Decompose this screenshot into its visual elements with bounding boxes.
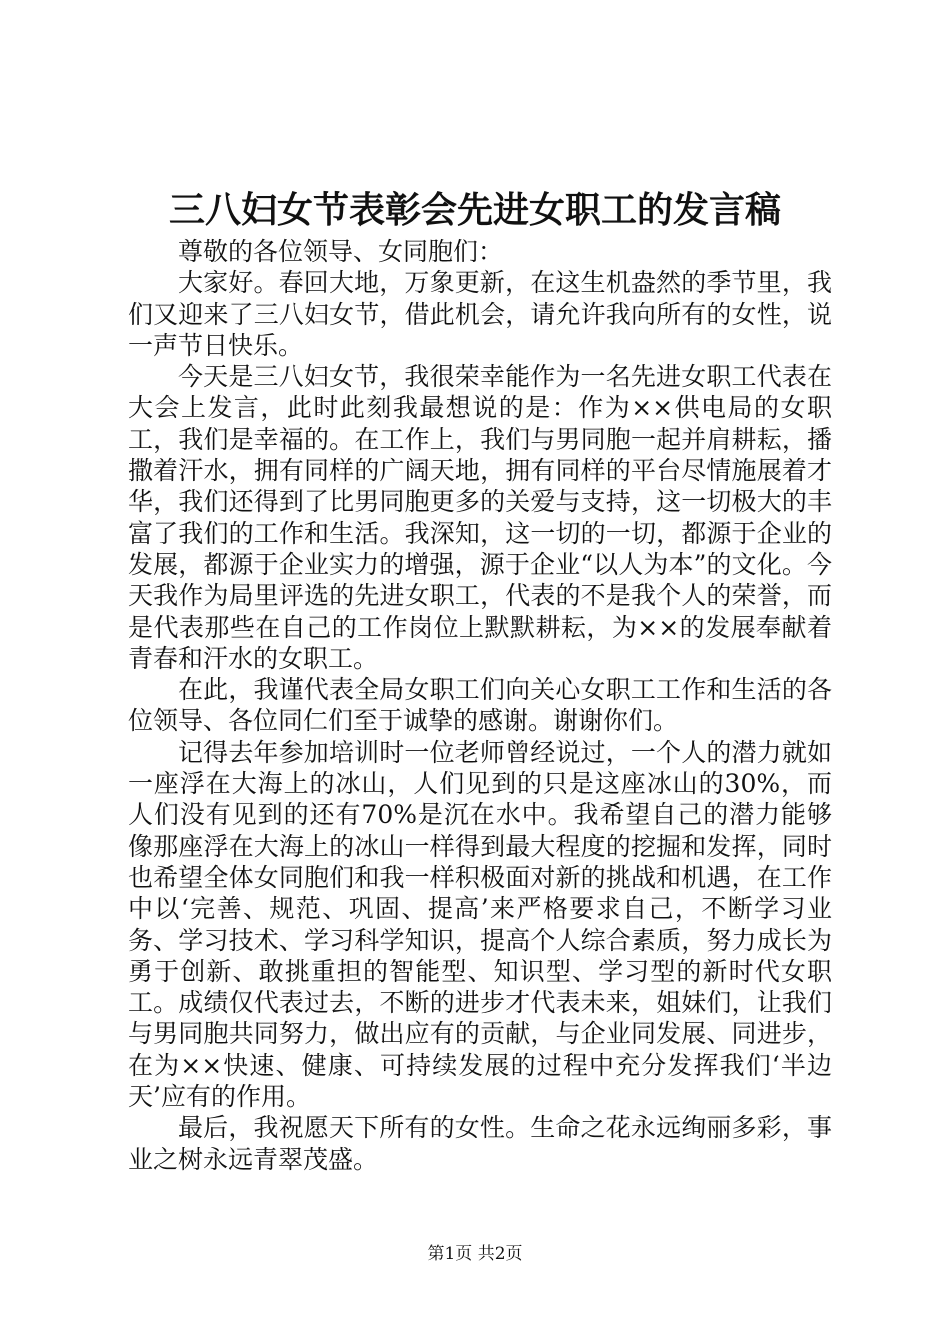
- document-title: 三八妇女节表彰会先进女职工的发言稿: [168, 189, 781, 231]
- page-footer: 第1页 共2页: [427, 1244, 523, 1264]
- greeting-paragraph: 大家好。春回大地，万象更新，在这生机盎然的季节里，我们又迎来了三八妇女节，借此机会，请允许我向所有的女性，说一声节日快乐。: [128, 268, 832, 360]
- document-body: [128, 236, 832, 1175]
- iceberg-paragraph: 记得去年参加培训时一位老师曾经说过，一个人的潜力就如一座浮在大海上的冰山，人们见到的只是这座冰山的30%，而人们没有见到的还有70%是沉在水中。我希望自己的潜力能够像那座浮在大海上的冰山一样得到最大程度的挖掘和发挥，同时也希望全体女同胞们和我一样积极面对新的挑战和机遇，在工作中以‘完善、规范、巩固、提高’来严格要求自己，不断学习业务、学习技术、学习科学知识，提高个人综合素质，努力成长为勇于创新、敢挑重担的智能型、知识型、学习型的新时代女职工。成绩仅代表过去，不断的进步才代表未来，姐妹们，让我们与男同胞共同努力，做出应有的贡献，与企业同发展、同进步，在为××快速、健康、可持续发展的过程中充分发挥我们‘半边天’应有的作用。: [128, 737, 832, 1112]
- speech-paragraph: 今天是三八妇女节，我很荣幸能作为一名先进女职工代表在大会上发言，此时此刻我最想说的是：作为××供电局的女职工，我们是幸福的。在工作上，我们与男同胞一起并肩耕耘，播撒着汗水，拥有同样的广阔天地，拥有同样的平台尽情施展着才华，我们还得到了比男同胞更多的关爱与支持，这一切极大的丰富了我们的工作和生活。我深知，这一切的一切，都源于企业的发展，都源于企业实力的增强，源于企业“以人为本”的文化。今天我作为局里评选的先进女职工，代表的不是我个人的荣誉，而是代表那些在自己的工作岗位上默默耕耘，为××的发展奉献着青春和汗水的女职工。: [128, 362, 832, 673]
- closing-paragraph: 最后，我祝愿天下所有的女性。生命之花永远绚丽多彩，事业之树永远青翠茂盛。: [128, 1113, 832, 1174]
- salutation-paragraph: 尊敬的各位领导、女同胞们：: [178, 237, 504, 266]
- thanks-paragraph: 在此，我谨代表全局女职工们向关心女职工工作和生活的各位领导、各位同仁们至于诚挚的感谢。谢谢你们。: [128, 675, 832, 736]
